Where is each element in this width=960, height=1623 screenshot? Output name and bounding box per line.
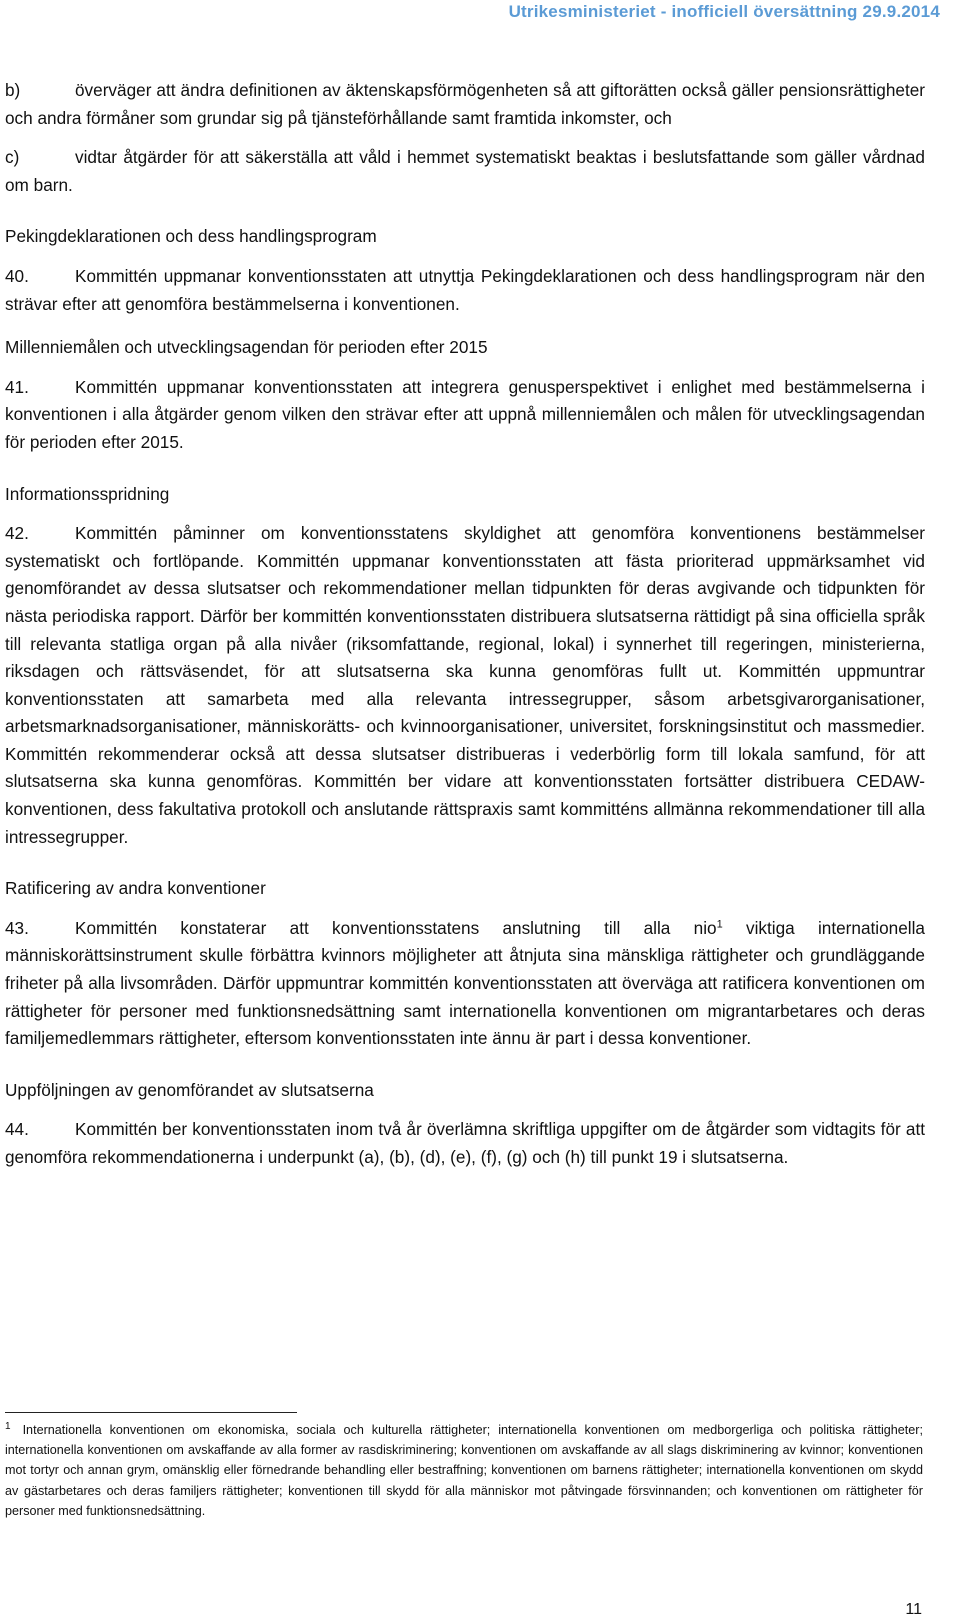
section-heading: Ratificering av andra konventioner [5,878,266,899]
page-number: 11 [905,1601,922,1618]
paragraph-42 [5,520,925,851]
paragraph-text: Kommittén ber konventionsstaten inom två år överlämna skriftliga uppgifter om de åtgärder som vidtagits för att genomföra rekommendationerna i underpunkt (a), (b), (d), (e), (f), (g) och (h) till punkt 19 i slutsatserna. [5,1119,925,1167]
item-text: överväger att ändra definitionen av äktenskapsförmögenheten så att giftorätten också gäller pensionsrättigheter och andra förmåner som grundar sig på tjänsteförhållande samt framtida inkomster, och [5,80,925,128]
section-heading: Informationsspridning [5,483,170,504]
footnote [5,1420,923,1521]
paragraph-number: 40. [5,265,29,286]
item-text: vidtar åtgärder för att säkerställa att våld i hemmet systematiskt beaktas i beslutsfattande som gäller vårdnad om barn. [5,147,925,195]
footnote-mark: 1 [5,1420,11,1432]
paragraph-40 [5,263,925,318]
document-body [5,77,925,1172]
paragraph-text: Kommittén påminner om konventionsstatens skyldighet att genomföra konventionens bestämmelser systematiskt och fortlöpande. Kommittén uppmanar konventionsstaten att fästa prioriterad uppmärksamhet vid genomförandet av dessa slutsatser och rekommendationer mellan tidpunkten för deras avgivande och tidpunkten för nästa periodiska rapport. Därför ber kommittén konventionsstaten distribuera slutsatserna rättidigt på sina officiella språk till relevanta statliga organ på alla nivåer (riksomfattande, regional, lokal) i synnerhet till regeringen, ministerierna, riksdagen och rättsväsendet, för att slutsatserna ska kunna genomföras fullt ut. Kommittén uppmuntrar konventionsstaten att samarbeta med alla relevanta intressegrupper, såsom arbetsgivarorganisationer, arbetsmarknadsorganisationer, människorätts- och kvinnoorganisationer, universitet, forskningsinstitut och massmedier. Kommittén rekommenderar också att dessa slutsatser distribueras i vederbörlig form till lokala samfund, för att slutsatserna ska kunna genomföras. Kommittén ber vidare att konventionsstaten fortsätter distribuera CEDAW-konventionen, dess fakultativa protokoll och anslutande rättspraxis samt kommitténs allmänna rekommendationer till alla intressegrupper. [5,523,925,847]
paragraph-text: Kommittén uppmanar konventionsstaten att integrera genusperspektivet i enlighet med bestämmelserna i konventionen i alla åtgärder genom vilken den strävar efter att uppnå millenniemålen och målen för utvecklingsagendan för perioden efter 2015. [5,376,925,452]
footnote-text: Internationella konventionen om ekonomiska, sociala och kulturella rättigheter; internationella konventionen om medborgerliga och politiska rättigheter; internationella konventionen om avskaffande av alla former av rasdiskriminering; konventionen om avskaffande av all slags diskriminering av kvinnor; konventionen mot tortyr och annan grym, omänsklig eller förnedrande behandling eller bestraffning; konventionen om barnens rättigheter; internationella konventionen om skydd av gästarbetares och deras familjers rättigheter; konventionen till skydd för alla människor mot påtvingade försvinnanden; och konventionen om rättigheter för personer med funktionsnedsättning. [5,1423,923,1518]
list-item-c [5,144,925,199]
paragraph-41 [5,374,925,457]
paragraph-number: 43. [5,917,29,938]
section-heading: Millenniemålen och utvecklingsagendan för perioden efter 2015 [5,337,488,358]
item-label: c) [5,147,20,168]
footnote-reference[interactable]: 1 [716,918,723,931]
paragraph-number: 41. [5,376,29,397]
paragraph-44 [5,1116,925,1171]
page-header: Utrikesministeriet - inofficiell översättning 29.9.2014 [508,2,940,21]
section-heading: Uppföljningen av genomförandet av slutsatserna [5,1079,374,1100]
paragraph-text-continued: viktiga internationella människorättsinstrument skulle förbättra kvinnors möjligheter att åtnjuta sina mänskliga rättigheter och grundläggande friheter på alla livsområden. Därför uppmuntrar kommittén konventionsstaten att överväga att ratificera konventionen om rättigheter för personer med funktionsnedsättning samt internationella konventionen om migrantarbetares och deras familjemedlemmars rättigheter, eftersom konventionsstaten inte ännu är part i dessa konventioner. [5,917,925,1049]
footnote-separator [5,1412,297,1413]
paragraph-number: 44. [5,1119,29,1140]
paragraph-text: Kommittén konstaterar att konventionsstatens anslutning till alla nio [75,917,717,938]
list-item-b [5,77,925,132]
section-heading: Pekingdeklarationen och dess handlingsprogram [5,226,377,247]
paragraph-text: Kommittén uppmanar konventionsstaten att utnyttja Pekingdeklarationen och dess handlingsprogram när den strävar efter att genomföra bestämmelserna i konventionen. [5,265,925,314]
paragraph-number: 42. [5,523,29,544]
paragraph-43 [5,915,925,1053]
item-label: b) [5,80,21,100]
